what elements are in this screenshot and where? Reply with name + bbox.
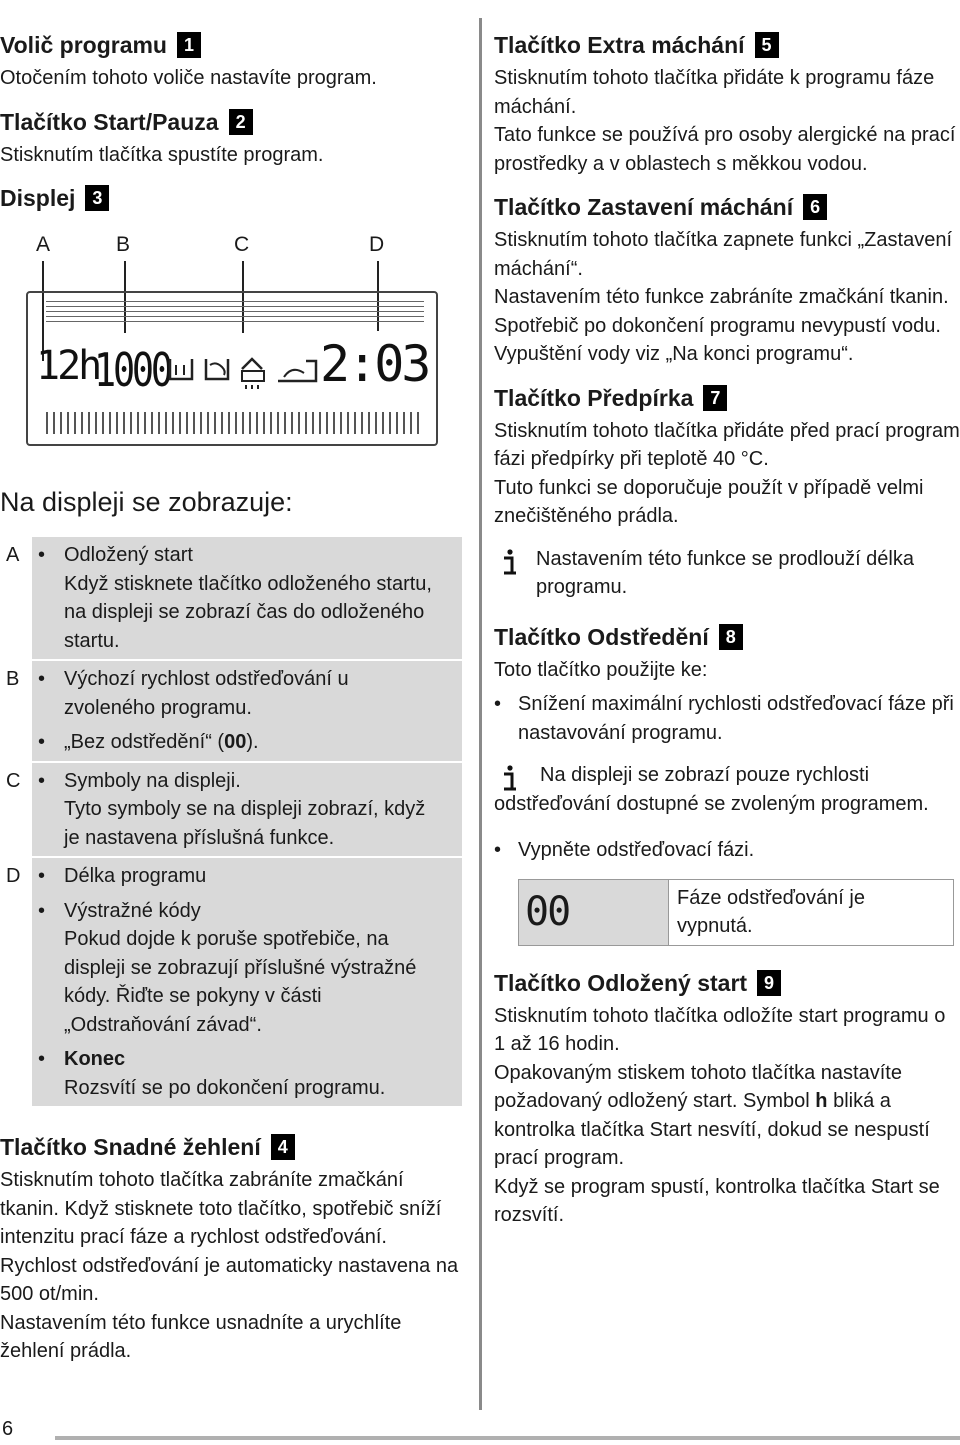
lcd-display: [26, 291, 438, 446]
section-rinse-hold: [494, 192, 960, 369]
left-column: [0, 30, 465, 1366]
spin-display-cell: [519, 880, 669, 945]
info-note: [494, 761, 960, 818]
legend-row-a: [0, 537, 462, 659]
section-title: Tlačítko Start/Pauza 2: [0, 107, 465, 137]
section-display: [0, 183, 465, 397]
section-delay-start: [494, 968, 960, 1230]
section-spin: [494, 622, 960, 946]
section-text: Rychlost odstřeďování je automaticky nastavena na 500 ot/min.: [0, 1254, 459, 1305]
section-text: Stisknutím tlačítka spustíte program.: [0, 143, 324, 166]
legend-bullet: • Výchozí rychlost odstřeďování u zvoleného programu.: [38, 668, 349, 719]
info-text: Na displeji se zobrazí pouze rychlosti odstřeďování dostupné se zvoleným programem.: [494, 764, 929, 815]
section-text: Nastavením této funkce zabráníte zmačkání tkanin.: [494, 286, 949, 308]
legend-row-b: [0, 661, 462, 761]
spin-off-table: [518, 879, 954, 946]
section-easy-iron: [0, 1132, 465, 1366]
section-title: Displej 3: [0, 183, 465, 213]
figure-label-b: B: [116, 233, 131, 256]
section-extra-rinse: [494, 30, 960, 178]
legend-row-c: [0, 763, 462, 857]
callout-number: 2: [229, 109, 253, 135]
section-text: Když se program spustí, kontrolka tlačítka Start se rozsvítí.: [494, 1175, 940, 1226]
section-text: Stisknutím tohoto tlačítka přidáte k programu fáze máchání.: [494, 67, 935, 118]
page-number: 6: [2, 1418, 14, 1440]
legend-body: [32, 858, 462, 1106]
section-text: Spotřebič po dokončení programu nevypustí vodu.: [494, 314, 941, 337]
legend-key: D: [6, 865, 21, 887]
display-legend-table: [0, 537, 462, 1106]
section-text: Stisknutím tohoto tlačítka zabráníte zmačkání tkanin. Když stisknete toto tlačítko, spotřebič sníží intenzitu prací fáze a rychlost odstřeďování.: [0, 1169, 442, 1248]
section-text: Stisknutím tohoto tlačítka zapnete funkci „Zastavení máchání“.: [494, 229, 953, 280]
legend-bullet: • Konec Rozsvítí se po dokončení programu.: [38, 1048, 386, 1099]
lcd-segment-bars: [46, 301, 424, 323]
display-figure: [0, 233, 440, 397]
section-title: Tlačítko Předpírka 7: [494, 383, 960, 413]
callout-number: 5: [755, 32, 779, 58]
legend-row-d: [0, 858, 462, 1106]
section-title: Tlačítko Zastavení máchání 6: [494, 192, 960, 222]
section-text: Opakovaným stiskem tohoto tlačítka nastavíte požadovaný odložený start. Symbol h bliká a kontrolka tlačítka Start nesvítí, dokud se nespustí prací program.: [494, 1061, 930, 1169]
figure-label-a: A: [36, 233, 51, 256]
section-title: Volič programu 1: [0, 30, 465, 60]
callout-number: 9: [757, 970, 781, 996]
section-title: Tlačítko Odložený start 9: [494, 968, 960, 998]
spin-display-readout: 00: [525, 888, 570, 935]
section-text: Stisknutím tohoto tlačítka přidáte před prací program fázi předpírky při teplotě 40 °C.: [494, 419, 960, 470]
lcd-delay-readout: 12h: [36, 343, 100, 389]
list-item: • Snížení maximální rychlosti odstřeďovací fáze při nastavování programu.: [494, 693, 954, 744]
section-text: Otočením tohoto voliče nastavíte program.: [0, 67, 377, 89]
section-text: Nastavením této funkce usnadníte a urychlíte žehlení prádla.: [0, 1311, 402, 1362]
info-icon: [494, 545, 536, 602]
legend-bullet: • Odložený start Když stisknete tlačítko odloženého startu, na displeji se zobrazí čas do odloženého startu.: [38, 544, 432, 652]
callout-number: 3: [85, 185, 109, 211]
legend-bullet: • Výstražné kódy Pokud dojde k poruše spotřebiče, na displeji se zobrazují příslušné výstražné kódy. Řiďte se pokyny v části „Odstraňování závad“.: [38, 899, 417, 1036]
section-text: Tuto funkci se doporučuje použít v případě velmi znečištěného prádla.: [494, 476, 924, 527]
callout-number: 8: [719, 624, 743, 650]
lcd-clock-readout: 2:03: [320, 335, 429, 393]
figure-label-c: C: [234, 233, 250, 256]
section-title: Tlačítko Odstředění 8: [494, 622, 960, 652]
section-text: Stisknutím tohoto tlačítka odložíte start programu o 1 až 16 hodin.: [494, 1004, 946, 1055]
legend-body: [32, 537, 462, 659]
display-legend-heading: Na displeji se zobrazuje:: [0, 487, 293, 517]
section-program-selector: [0, 30, 465, 93]
legend-key: B: [6, 668, 20, 690]
legend-bullet: • Délka programu: [38, 865, 207, 887]
section-text: Toto tlačítko použijte ke:: [494, 658, 708, 681]
info-text: Nastavením této funkce se prodlouží délka programu.: [536, 547, 914, 598]
callout-number: 4: [271, 1134, 295, 1160]
legend-key: A: [6, 544, 20, 566]
list-item: • Vypněte odstřeďovací fázi.: [494, 839, 755, 861]
section-title: Tlačítko Snadné žehlení 4: [0, 1132, 465, 1162]
section-text: Vypuštění vody viz „Na konci programu“.: [494, 343, 854, 365]
legend-bullet: • Symboly na displeji. Tyto symboly se na displeji zobrazí, když je nastavena příslušná funkce.: [38, 769, 426, 849]
column-divider: [479, 18, 482, 1410]
legend-body: [32, 763, 462, 857]
callout-number: 7: [703, 385, 727, 411]
info-note: [494, 545, 960, 602]
section-prewash: [494, 383, 960, 602]
lcd-bottom-segments: [46, 412, 424, 434]
spin-off-text: Fáze odstřeďování je vypnutá.: [677, 886, 865, 937]
callout-number: 1: [177, 32, 201, 58]
section-text: Tato funkce se používá pro osoby alergické na prací prostředky a v oblastech s měkkou vodou.: [494, 124, 956, 175]
figure-label-d: D: [369, 233, 385, 256]
callout-number: 6: [803, 194, 827, 220]
section-title: Tlačítko Extra máchání 5: [494, 30, 960, 60]
right-column: [494, 30, 960, 1230]
section-start-pause: [0, 107, 465, 170]
lcd-spin-readout: 1000: [94, 343, 170, 397]
legend-body: [32, 661, 462, 761]
footer-rule: [55, 1436, 960, 1440]
legend-key: C: [6, 769, 21, 792]
info-icon: [494, 761, 536, 793]
legend-bullet: • „Bez odstředění“ (00).: [38, 731, 259, 753]
lcd-option-symbols-icon: [166, 351, 326, 391]
